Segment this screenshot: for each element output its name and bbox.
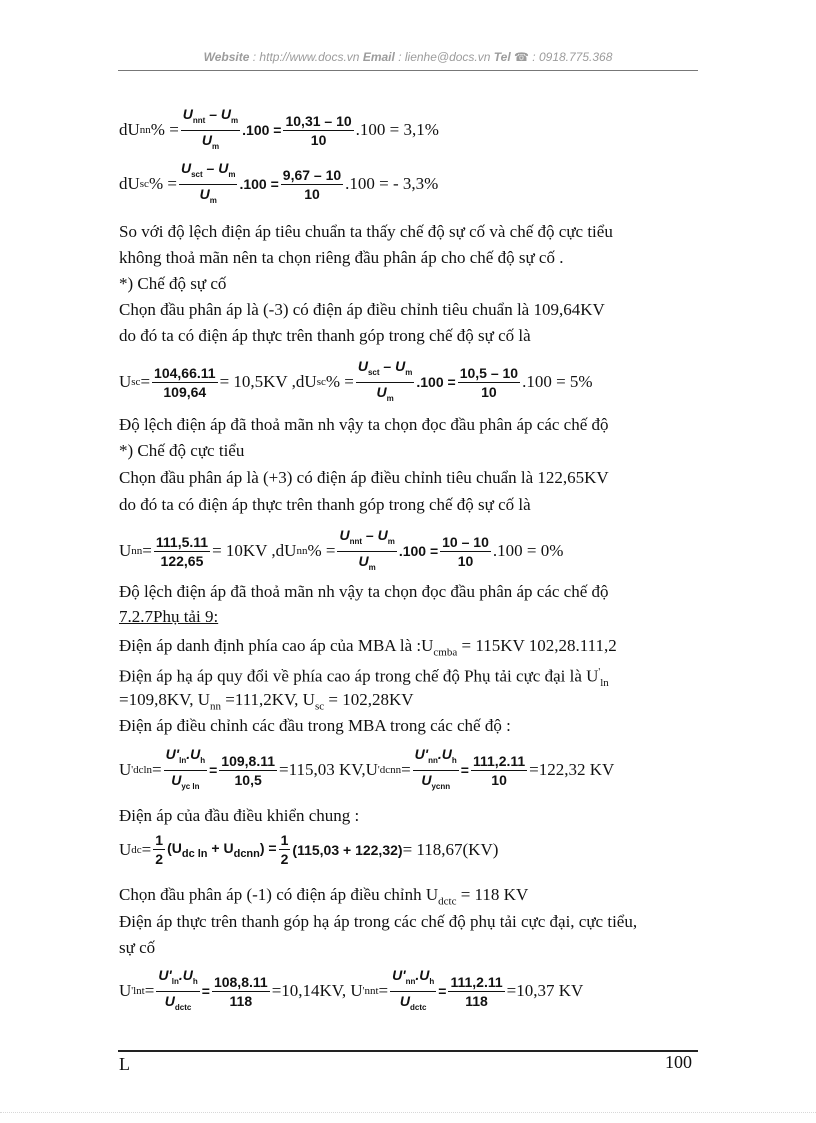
frac-den: U [376,383,387,400]
fraction [390,967,436,1016]
eq-sub: dc ln [181,847,208,860]
paragraph: Chọn đầu phân áp là (+3) có điện áp điều chỉnh tiêu chuẩn là 122,65KV [119,468,609,487]
text-sub: sc [314,700,325,713]
frac-den: U [201,131,212,148]
frac-den: 2 [280,851,289,867]
fraction [219,753,277,788]
eq-sub: sc [139,178,149,191]
frac-num: U [182,106,193,122]
paragraph: sự cố [119,938,156,957]
paragraph [119,883,528,913]
frac-den: 10,5 [234,771,262,788]
frac-den: 118 [229,992,253,1009]
eq-text: U [119,981,132,1001]
frac-den: 10 [481,383,497,400]
text-run: = 115KV 102,28.111,2 [457,636,617,655]
equation-ulnt [119,967,583,1016]
equation-unn [119,527,563,576]
eq-text: = 10,5KV ,dU [219,372,317,392]
frac-den: U [358,552,369,569]
eq-text: = [209,762,218,779]
eq-sub: sc [316,376,326,389]
fraction [413,746,459,795]
eq-text: =115,03 KV,U [279,760,378,780]
eq-result: .100 = 3,1% [355,120,439,140]
frac-den: 10 [310,131,327,148]
frac-num: 111,2.11 [450,973,503,990]
eq-result: = 118,67(KV) [402,839,499,859]
frac-sub: m [386,393,394,403]
frac-num: U' [414,746,429,762]
paragraph: Chọn đầu phân áp là (-3) có điện áp điều chỉnh tiêu chuẩn là 109,64KV [119,300,605,319]
text-run: Điện áp danh định phía cao áp của MBA là :U [119,636,434,655]
eq-text: + U [207,839,234,856]
frac-den: U [421,771,432,788]
frac-sub: h [200,755,206,765]
eq-result: .100 = - 3,3% [345,174,439,194]
frac-num: 104,66.11 [154,364,216,381]
frac-num: U [180,160,192,176]
eq-text: % = [150,120,179,140]
eq-text: .100 = [416,374,456,391]
subsection-heading: 7.2.7Phụ tải 9: [119,607,219,626]
eq-result: .100 = 5% [522,372,593,392]
frac-num: U' [392,967,406,983]
frac-sub: h [192,976,198,986]
frac-num: .U [437,746,452,762]
frac-sub: nnt [192,115,206,125]
frac-num: 10,5 – 10 [459,364,519,381]
page-number: 100 [665,1052,692,1072]
frac-num: 109,8.11 [221,752,276,769]
equation-dusc [119,160,438,209]
paragraph [119,634,617,664]
header-email-value[interactable]: : lienhe@docs.vn [398,50,491,64]
frac-sub: m [387,536,395,546]
equation-dunn [119,106,439,155]
frac-sub: ycnn [431,781,451,791]
frac-num: 10 – 10 [442,533,489,550]
paragraph: So với độ lệch điện áp tiêu chuẩn ta thấy chế độ sự cố và chế độ cực tiểu [119,222,613,241]
frac-den: U [171,771,182,788]
eq-sub: lnt [133,985,145,998]
fraction [181,106,240,155]
eq-text: = [201,983,210,1000]
eq-text: = [141,839,152,859]
frac-sub: nnt [349,536,362,546]
text-run: Điện áp hạ áp quy đổi về phía cao áp trong chế độ Phụ tải cực đại là U [119,666,599,686]
fraction [153,832,165,867]
fraction [281,167,343,202]
header-email-label: Email [362,50,395,64]
equation-usc [119,358,593,407]
fraction [156,967,199,1016]
fraction [448,974,504,1009]
eq-text: = [460,762,469,779]
text-sub: cmba [433,646,458,659]
frac-sub: h [451,755,457,765]
paragraph: do đó ta có điện áp thực trên thanh góp trong chế độ sự cố là [119,326,531,345]
eq-text: U [119,372,132,392]
eq-text: U [119,541,132,561]
eq-text: U [119,760,132,780]
frac-num: .U [178,967,193,983]
frac-sub: nn [405,976,416,986]
eq-text: .100 = [239,176,279,193]
frac-num: – U [205,106,232,122]
text-sub: dctc [438,895,457,908]
frac-den: 109,64 [163,383,207,400]
eq-text: = [438,983,447,1000]
eq-text: dU [119,174,140,194]
frac-sub: m [368,562,376,572]
fraction [458,365,520,400]
eq-text: = [142,541,152,561]
fraction [164,746,207,795]
header-site-url[interactable]: : http://www.docs.vn [252,50,360,64]
frac-num: U' [158,967,172,983]
eq-text: % = [307,541,336,561]
eq-text: % = [325,372,354,392]
frac-num: .U [415,967,430,983]
eq-result: =10,37 KV [506,981,584,1001]
frac-sub: m [231,115,239,125]
frac-num: 1 [280,832,289,848]
text-run: = 102,28KV [324,690,414,709]
header-tel-value: ☎ : 0918.775.368 [514,50,613,64]
eq-text: U [119,839,132,859]
eq-sub: nnt [364,985,379,998]
frac-sub: sct [191,169,203,179]
page-header [118,50,698,64]
frac-den: 10 [304,185,320,202]
paragraph: không thoả mãn nên ta chọn riêng đầu phân áp cho chế độ sự cố . [119,248,564,267]
frac-den: U [399,992,411,1009]
fraction [154,534,210,569]
eq-text: % = [148,174,177,194]
paragraph: Độ lệch điện áp đã thoả mãn nh vậy ta chọn đọc đầu phân áp các chế độ [119,415,609,434]
text-sub: nn [209,700,221,713]
frac-sub: m [209,195,217,205]
section-heading: *) Chế độ sự cố [119,274,227,293]
eq-sub: dc [131,843,142,856]
frac-num: .U [186,746,201,762]
fraction [440,534,491,569]
frac-den: 118 [465,992,488,1009]
eq-text: =10,14KV, U [271,981,363,1001]
frac-sub: h [429,976,435,986]
fraction [283,113,353,148]
paragraph: Điện áp của đầu điều khiển chung : [119,806,360,825]
eq-text: = [140,372,151,392]
eq-result: =122,32 KV [529,760,615,780]
eq-text: .100 = [398,543,439,560]
frac-num: – U [362,527,388,543]
header-site-label: Website [203,50,250,64]
equation-udc [119,832,498,867]
paragraph: Độ lệch điện áp đã thoả mãn nh vậy ta chọn đọc đầu phân áp các chế độ [119,582,609,601]
eq-text: = [152,760,162,780]
fraction [471,753,527,788]
page-edge-dotted-line [0,1112,816,1113]
eq-text: (115,03 + 122,32) [292,841,403,858]
eq-sup: ' [362,985,365,997]
frac-num: U [357,358,368,374]
frac-sub: ln [171,976,179,986]
frac-sub: sct [367,367,380,377]
eq-text: = [401,760,411,780]
frac-sub: yc ln [181,781,200,791]
frac-num: U' [165,746,180,762]
eq-sub: nn [139,124,151,137]
paragraph: Điện áp thực trên thanh góp hạ áp trong các chế độ phụ tải cực đại, cực tiểu, [119,912,638,931]
frac-den: U [199,185,210,202]
eq-result: .100 = 0% [492,541,564,561]
eq-text: = [378,981,389,1001]
frac-num: – U [379,358,406,374]
frac-num: 9,67 – 10 [282,166,342,183]
frac-num: U [339,527,350,543]
frac-num: 111,5.11 [155,533,209,550]
header-rule [118,70,698,71]
footer-left-mark: L [119,1054,130,1074]
section-heading: *) Chế độ cực tiểu [119,441,245,460]
eq-text: = [144,981,155,1001]
frac-num: 1 [155,832,164,848]
text-sup: ' [598,667,601,678]
eq-sup: ' [377,764,380,776]
equation-udcln [119,746,614,795]
fraction [212,974,270,1009]
eq-sub: dcnn [233,847,260,860]
fraction [179,160,238,209]
frac-sub: nn [428,755,438,765]
frac-den: U [164,992,175,1009]
eq-sub: nn [296,545,308,558]
frac-sub: ln [179,755,187,765]
fraction [337,527,396,576]
eq-text: (U [167,839,182,856]
eq-text: ) = [259,839,277,856]
frac-num: 111,2.11 [472,752,526,769]
frac-sub: dctc [410,1002,427,1012]
text-run: =109,8KV, U [119,690,210,709]
text-run: Chọn đầu phân áp (-1) có điện áp điều chỉnh U [119,885,439,904]
frac-den: 10 [457,552,474,569]
paragraph: do đó ta có điện áp thực trên thanh góp trong chế độ sự cố là [119,495,531,514]
frac-sub: m [405,367,413,377]
frac-den: 2 [155,851,164,867]
footer-rule [118,1050,698,1052]
eq-sub: dcnn [379,764,402,777]
eq-sup: ' [131,985,134,997]
fraction [279,832,291,867]
eq-text: .100 = [242,122,282,139]
eq-sub: nn [131,545,143,558]
frac-den: 122,65 [160,552,204,569]
frac-num: – U [202,160,229,176]
eq-sub: dcln [133,764,153,777]
fraction [152,365,218,400]
frac-den: 10 [491,771,507,788]
text-sub: ln [600,677,609,690]
frac-num: 10,31 – 10 [285,112,352,129]
eq-sub: sc [131,376,141,389]
eq-text: dU [119,120,140,140]
fraction [356,358,415,407]
text-run: = 118 KV [456,885,529,904]
frac-sub: dctc [174,1002,192,1012]
frac-num: 108,8.11 [213,973,268,990]
header-tel-label: Tel [493,50,511,64]
eq-sup: ' [131,764,134,776]
text-run: =111,2KV, U [220,690,315,709]
eq-text: = 10KV ,dU [212,541,297,561]
frac-sub: m [228,169,236,179]
paragraph: Điện áp điều chỉnh các đầu trong MBA trong các chế độ : [119,716,511,735]
frac-sub: m [211,141,220,151]
